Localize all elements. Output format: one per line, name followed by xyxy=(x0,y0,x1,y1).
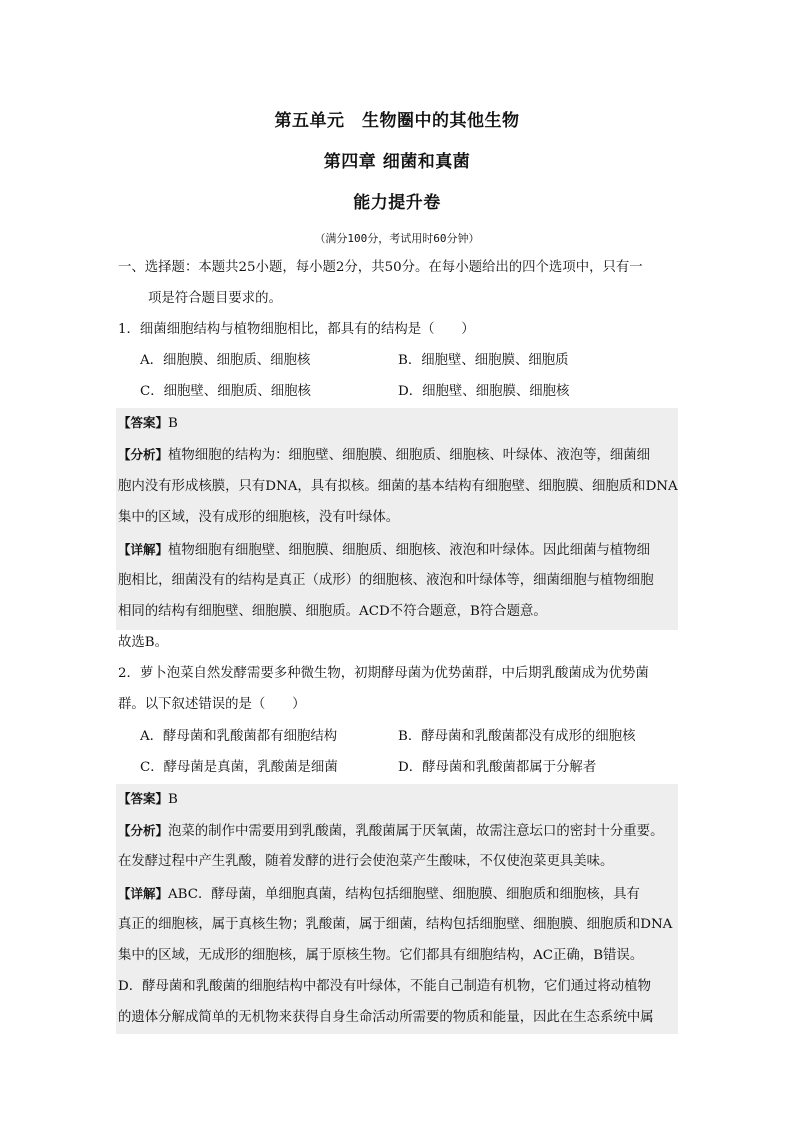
question-2-detail-line-2: 真正的细胞核，属于真核生物；乳酸菌，属于细菌，结构包括细胞壁、细胞膜、细胞质和DNA xyxy=(118,917,673,932)
question-1-option-a: A．细胞膜、细胞质、细胞核 xyxy=(140,353,311,368)
detail-text: 植物细胞有细胞壁、细胞膜、细胞质、细胞核、液泡和叶绿体。因此细菌与植物细 xyxy=(168,543,651,558)
answer-value: B xyxy=(168,416,178,431)
analysis-text: 泡菜的制作中需要用到乳酸菌，乳酸菌属于厌氧菌，故需注意坛口的密封十分重要。 xyxy=(168,824,664,839)
question-2-option-a: A．酵母菌和乳酸菌都有细胞结构 xyxy=(140,729,338,744)
question-1-option-b: B．细胞壁、细胞膜、细胞质 xyxy=(398,353,569,368)
question-2-detail-line-3: 集中的区域，无成形的细胞核，属于原核生物。它们都具有细胞结构，AC正确，B错误。 xyxy=(118,948,644,963)
question-2-stem-line-1: 2．萝卜泡菜自然发酵需要多种微生物，初期酵母菌为优势菌群，中后期乳酸菌成为优势菌 xyxy=(118,666,649,681)
question-1-option-c: C．细胞壁、细胞质、细胞核 xyxy=(140,384,311,399)
question-2-answer xyxy=(118,789,678,810)
section-instruction-line-1: 一、选择题：本题共25小题，每小题2分，共50分。在每小题给出的四个选项中，只有一 xyxy=(118,260,643,275)
question-1-analysis-line-3: 集中的区域，没有成形的细胞核，没有叶绿体。 xyxy=(118,510,400,525)
unit-title: 第五单元 生物圈中的其他生物 xyxy=(274,111,520,131)
question-1-analysis-line-2: 胞内没有形成核膜，只有DNA，具有拟核。细菌的基本结构有细胞壁、细胞膜、细胞质和DNA xyxy=(118,479,678,494)
analysis-text: 植物细胞的结构为：细胞壁、细胞膜、细胞质、细胞核、叶绿体、液泡等，细菌细 xyxy=(168,448,651,463)
analysis-label: 【分析】 xyxy=(118,823,169,838)
question-1-analysis-line-1 xyxy=(118,445,678,466)
paper-title: 能力提升卷 xyxy=(353,193,441,213)
answer-label: 【答案】 xyxy=(118,415,169,430)
question-2-option-c: C．酵母菌是真菌，乳酸菌是细菌 xyxy=(140,760,338,775)
answer-value: B xyxy=(168,792,178,807)
question-2-detail-line-4: D．酵母菌和乳酸菌的细胞结构中都没有叶绿体，不能自己制造有机物，它们通过将动植物 xyxy=(118,979,651,994)
question-1-answer xyxy=(118,413,678,434)
analysis-label: 【分析】 xyxy=(118,447,169,462)
question-1-detail-line-2: 胞相比，细菌没有的结构是真正（成形）的细胞核、液泡和叶绿体等，细菌细胞与植物细胞 xyxy=(118,573,654,588)
question-1-detail-line-3: 相同的结构有细胞壁、细胞膜、细胞质。ACD不符合题意，B符合题意。 xyxy=(118,604,547,619)
question-2-detail-line-5: 的遗体分解成简单的无机物来获得自身生命活动所需要的物质和能量，因此在生态系统中属 xyxy=(118,1010,654,1025)
question-1-stem: 1．细菌细胞结构与植物细胞相比，都具有的结构是（ ） xyxy=(118,322,475,337)
question-1-conclusion: 故选B。 xyxy=(118,635,169,650)
chapter-title: 第四章 细菌和真菌 xyxy=(323,152,471,172)
question-2-analysis-line-2: 在发酵过程中产生乳酸，随着发酵的进行会使泡菜产生酸味，不仅使泡菜更具美味。 xyxy=(118,854,614,869)
detail-label: 【详解】 xyxy=(118,542,169,557)
question-2-option-d: D．酵母菌和乳酸菌都属于分解者 xyxy=(398,760,597,775)
question-2-detail-line-1 xyxy=(118,884,678,905)
score-note: （满分100分，考试用时60分钟） xyxy=(314,232,480,245)
question-2-option-b: B．酵母菌和乳酸菌都没有成形的细胞核 xyxy=(398,729,636,744)
detail-text: ABC．酵母菌，单细胞真菌，结构包括细胞壁、细胞膜、细胞质和细胞核，具有 xyxy=(168,887,640,902)
question-1-detail-line-1 xyxy=(118,540,678,561)
question-2-analysis-line-1 xyxy=(118,821,678,842)
section-instruction-line-2: 项是符合题目要求的。 xyxy=(148,291,282,306)
detail-label: 【详解】 xyxy=(118,886,169,901)
question-2-stem-line-2: 群。以下叙述错误的是（ ） xyxy=(118,697,306,712)
answer-label: 【答案】 xyxy=(118,791,169,806)
question-1-option-d: D．细胞壁、细胞膜、细胞核 xyxy=(398,384,570,399)
